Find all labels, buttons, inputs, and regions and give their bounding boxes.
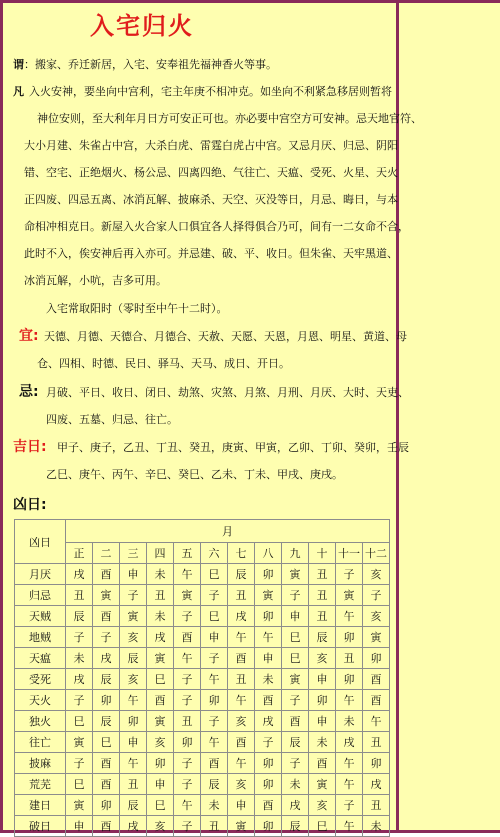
table-cell: 寅 [309,774,336,795]
table-cell: 亥 [309,795,336,816]
table-cell: 亥 [147,732,174,753]
table-cell: 戌 [228,606,255,627]
row-name: 天瘟 [15,648,66,669]
table-cell: 寅 [282,669,309,690]
month-cell: 正 [66,543,93,564]
table-cell: 寅 [228,816,255,837]
table-row [15,816,390,837]
table-cell: 子 [336,564,363,585]
table-cell: 寅 [282,564,309,585]
table-cell: 卯 [255,816,282,837]
table-cell: 子 [174,606,201,627]
row-name: 受死 [15,669,66,690]
table-cell: 午 [120,753,147,774]
general-line: 入火安神，要坐向中宫利，宅主年庚不相冲克。如坐向不利紧急移居则暂将 [29,85,392,98]
table-cell: 午 [336,753,363,774]
table-cell: 巳 [201,564,228,585]
general-line: 命相冲相克日。新屋入火合家人口俱宜各人择得俱合乃可，间有一二女命不合， [24,220,409,233]
table-cell: 巳 [282,648,309,669]
right-margin-strip [399,3,500,830]
table-cell: 酉 [309,753,336,774]
table-cell: 午 [228,690,255,711]
table-cell: 午 [363,711,390,732]
general-line: 正四废、四忌五离、冰消瓦解、披麻杀、天空、灭没等日，月忌、晦日，与本 [24,193,398,206]
table-cell: 寅 [336,585,363,606]
table-cell: 未 [309,732,336,753]
table-cell: 子 [66,753,93,774]
table-header-row [15,520,390,543]
table-cell: 子 [66,690,93,711]
table-cell: 午 [336,774,363,795]
time-note: 入宅常取阳时（零时至中午十二时）。 [46,302,228,315]
table-cell: 丑 [309,585,336,606]
table-cell: 亥 [120,627,147,648]
table-cell: 子 [201,711,228,732]
table-cell: 丑 [201,816,228,837]
table-cell: 午 [336,816,363,837]
month-cell: 十 [309,543,336,564]
row-name: 月厌 [15,564,66,585]
table-cell: 酉 [363,669,390,690]
table-cell: 子 [174,774,201,795]
table-cell: 丑 [309,606,336,627]
table-cell: 酉 [228,648,255,669]
table-cell: 午 [336,690,363,711]
table-cell: 戌 [93,648,120,669]
table-cell: 寅 [363,627,390,648]
month-cell: 六 [201,543,228,564]
table-cell: 子 [255,732,282,753]
table-cell: 子 [174,690,201,711]
table-cell: 亥 [309,648,336,669]
table-cell: 戌 [147,627,174,648]
jiri-label: 吉日: [13,439,47,455]
table-cell: 子 [282,753,309,774]
table-cell: 酉 [147,690,174,711]
table-cell: 申 [120,732,147,753]
table-row [15,585,390,606]
table-cell: 卯 [363,753,390,774]
table-cell: 巳 [282,627,309,648]
month-cell: 十二 [363,543,390,564]
table-cell: 申 [282,606,309,627]
table-cell: 酉 [93,816,120,837]
row-name: 归忌 [15,585,66,606]
table-cell: 亥 [228,774,255,795]
table-cell: 戌 [336,732,363,753]
table-cell: 丑 [66,585,93,606]
jiri-line: 乙巳、庚午、丙午、辛巳、癸巳、乙未、丁未、甲戌、庚戌。 [46,468,343,481]
table-cell: 午 [174,564,201,585]
table-cell: 未 [336,711,363,732]
table-cell: 辰 [93,669,120,690]
table-cell: 卯 [147,753,174,774]
table-cell: 巳 [66,774,93,795]
month-cell: 三 [120,543,147,564]
table-row [15,690,390,711]
table-cell: 丑 [228,585,255,606]
table-cell: 戌 [282,795,309,816]
table-cell: 未 [66,648,93,669]
table-cell: 午 [174,648,201,669]
xiongri-label: 凶日: [13,497,47,513]
table-cell: 子 [282,585,309,606]
table-cell: 丑 [120,774,147,795]
table-cell: 午 [120,690,147,711]
table-cell: 酉 [282,711,309,732]
table-cell: 辰 [201,774,228,795]
table-cell: 申 [309,669,336,690]
general-line: 大小月建、朱雀占中宫，大杀白虎、雷霆白虎占中宫。又忌月厌、归忌、阴阳 [24,139,398,152]
table-row [15,753,390,774]
table-cell: 戌 [363,774,390,795]
month-cell: 十一 [336,543,363,564]
table-cell: 辰 [66,606,93,627]
table-cell: 未 [255,669,282,690]
table-cell: 卯 [363,648,390,669]
table-cell: 巳 [147,669,174,690]
table-cell: 丑 [363,732,390,753]
xiongri-table [14,519,390,837]
table-cell: 寅 [174,585,201,606]
month-cell: 五 [174,543,201,564]
table-cell: 未 [147,564,174,585]
table-cell: 丑 [309,564,336,585]
row-name: 天火 [15,690,66,711]
ji-line: 月破、平日、收日、闭日、劫煞、灾煞、月煞、月刑、月厌、大时、天吏、 [46,386,409,399]
months-row [15,543,390,564]
table-cell: 未 [363,816,390,837]
table-cell: 未 [147,606,174,627]
table-cell: 卯 [93,690,120,711]
table-cell: 子 [120,585,147,606]
table-cell: 卯 [93,795,120,816]
table-cell: 未 [282,774,309,795]
table-cell: 午 [255,627,282,648]
table-cell: 午 [336,606,363,627]
table-corner: 凶日 [15,520,66,564]
table-cell: 寅 [93,585,120,606]
table-cell: 卯 [255,606,282,627]
table-cell: 午 [228,627,255,648]
general-line: 错、空宅、正绝烟火、杨公忌、四离四绝、气往亡、天瘟、受死、火星、天火 [24,166,398,179]
table-cell: 卯 [255,774,282,795]
table-cell: 未 [201,795,228,816]
table-cell: 亥 [363,606,390,627]
row-name: 天贼 [15,606,66,627]
table-row [15,564,390,585]
table-cell: 亥 [147,816,174,837]
table-cell: 子 [336,795,363,816]
table-cell: 申 [201,627,228,648]
yi-label: 宜: [19,328,39,344]
table-cell: 酉 [255,795,282,816]
table-cell: 辰 [282,816,309,837]
table-cell: 子 [201,648,228,669]
table-row [15,711,390,732]
table-cell: 子 [282,690,309,711]
table-cell: 子 [174,816,201,837]
table-cell: 寅 [147,711,174,732]
row-name: 往亡 [15,732,66,753]
jiri-line: 甲子、庚子，乙丑、丁丑、癸丑，庚寅、甲寅，乙卯、丁卯、癸卯，壬辰 [57,441,409,454]
table-cell: 辰 [282,732,309,753]
table-cell: 酉 [93,564,120,585]
table-cell: 子 [93,627,120,648]
table-cell: 酉 [93,606,120,627]
table-cell: 巳 [93,732,120,753]
table-cell: 丑 [174,711,201,732]
table-cell: 戌 [255,711,282,732]
month-cell: 二 [93,543,120,564]
table-cell: 戌 [120,816,147,837]
intro-text: ：搬家、乔迁新居，入宅、安奉祖先福神香火等事。 [24,58,277,71]
table-row [15,669,390,690]
table-cell: 辰 [93,711,120,732]
table-cell: 寅 [120,606,147,627]
table-cell: 申 [255,648,282,669]
ji-line: 四废、五墓、归忌、往亡。 [46,413,178,426]
yi-line: 天德、月德、天德合、月德合、天赦、天愿、天恩，月恩、明星、黄道、母 [44,330,407,343]
table-cell: 酉 [93,753,120,774]
month-cell: 八 [255,543,282,564]
table-row [15,606,390,627]
table-cell: 亥 [228,711,255,732]
month-header: 月 [66,520,390,543]
general-line: 此时不入，俟安神后再入亦可。并忌建、破、平、收日。但朱雀、天牢黑道、 [24,247,398,260]
table-cell: 巳 [66,711,93,732]
table-cell: 子 [174,753,201,774]
table-cell: 酉 [363,690,390,711]
table-cell: 卯 [336,669,363,690]
table-cell: 酉 [93,774,120,795]
table-cell: 戌 [66,669,93,690]
row-name: 建日 [15,795,66,816]
month-cell: 七 [228,543,255,564]
table-row [15,648,390,669]
border-left [0,0,3,833]
table-cell: 巳 [147,795,174,816]
ji-label: 忌: [19,384,39,400]
table-row [15,795,390,816]
table-cell: 午 [174,795,201,816]
table-cell: 申 [120,564,147,585]
table-cell: 卯 [201,690,228,711]
table-cell: 子 [363,585,390,606]
table-cell: 亥 [120,669,147,690]
table-cell: 丑 [228,669,255,690]
row-name: 地贼 [15,627,66,648]
table-cell: 寅 [147,648,174,669]
table-cell: 巳 [201,606,228,627]
table-cell: 酉 [174,627,201,648]
table-cell: 寅 [66,795,93,816]
table-cell: 申 [309,711,336,732]
table-cell: 丑 [336,648,363,669]
row-name: 荒芜 [15,774,66,795]
table-cell: 丑 [363,795,390,816]
table-cell: 卯 [255,564,282,585]
table-cell: 寅 [66,732,93,753]
row-name: 独火 [15,711,66,732]
table-cell: 巳 [309,816,336,837]
table-row [15,627,390,648]
table-cell: 酉 [201,753,228,774]
intro-line [13,56,277,72]
table-cell: 酉 [255,690,282,711]
row-name: 披麻 [15,753,66,774]
border-top [0,0,500,3]
table-row [15,774,390,795]
table-cell: 卯 [120,711,147,732]
general-line: 冰消瓦解，小吭，吉多可用。 [24,274,167,287]
table-cell: 寅 [255,585,282,606]
table-cell: 辰 [228,564,255,585]
table-cell: 申 [228,795,255,816]
intro-label: 谓 [13,58,24,71]
table-cell: 酉 [228,732,255,753]
table-cell: 亥 [363,564,390,585]
table-cell: 辰 [120,795,147,816]
table-cell: 卯 [336,627,363,648]
table-cell: 午 [228,753,255,774]
table-cell: 子 [201,585,228,606]
row-name: 破日 [15,816,66,837]
table-cell: 辰 [120,648,147,669]
table-cell: 子 [66,627,93,648]
table-cell: 子 [174,669,201,690]
month-cell: 九 [282,543,309,564]
table-row [15,732,390,753]
yi-line: 仓、四相、时德、民日、驿马、天马、成日、开日。 [37,357,290,370]
general-line: 神位安则，至大利年月日方可安正可也。亦必要中宫空方可安神。忌天地官符、 [37,112,422,125]
month-cell: 四 [147,543,174,564]
general-label: 凡 [13,85,24,98]
table-cell: 申 [147,774,174,795]
table-cell: 卯 [255,753,282,774]
table-cell: 卯 [174,732,201,753]
table-cell: 午 [201,732,228,753]
table-cell: 卯 [309,690,336,711]
table-cell: 丑 [147,585,174,606]
table-cell: 戌 [66,564,93,585]
table-cell: 午 [201,669,228,690]
table-cell: 申 [66,816,93,837]
table-cell: 辰 [309,627,336,648]
page-title: 入宅归火 [90,12,194,40]
